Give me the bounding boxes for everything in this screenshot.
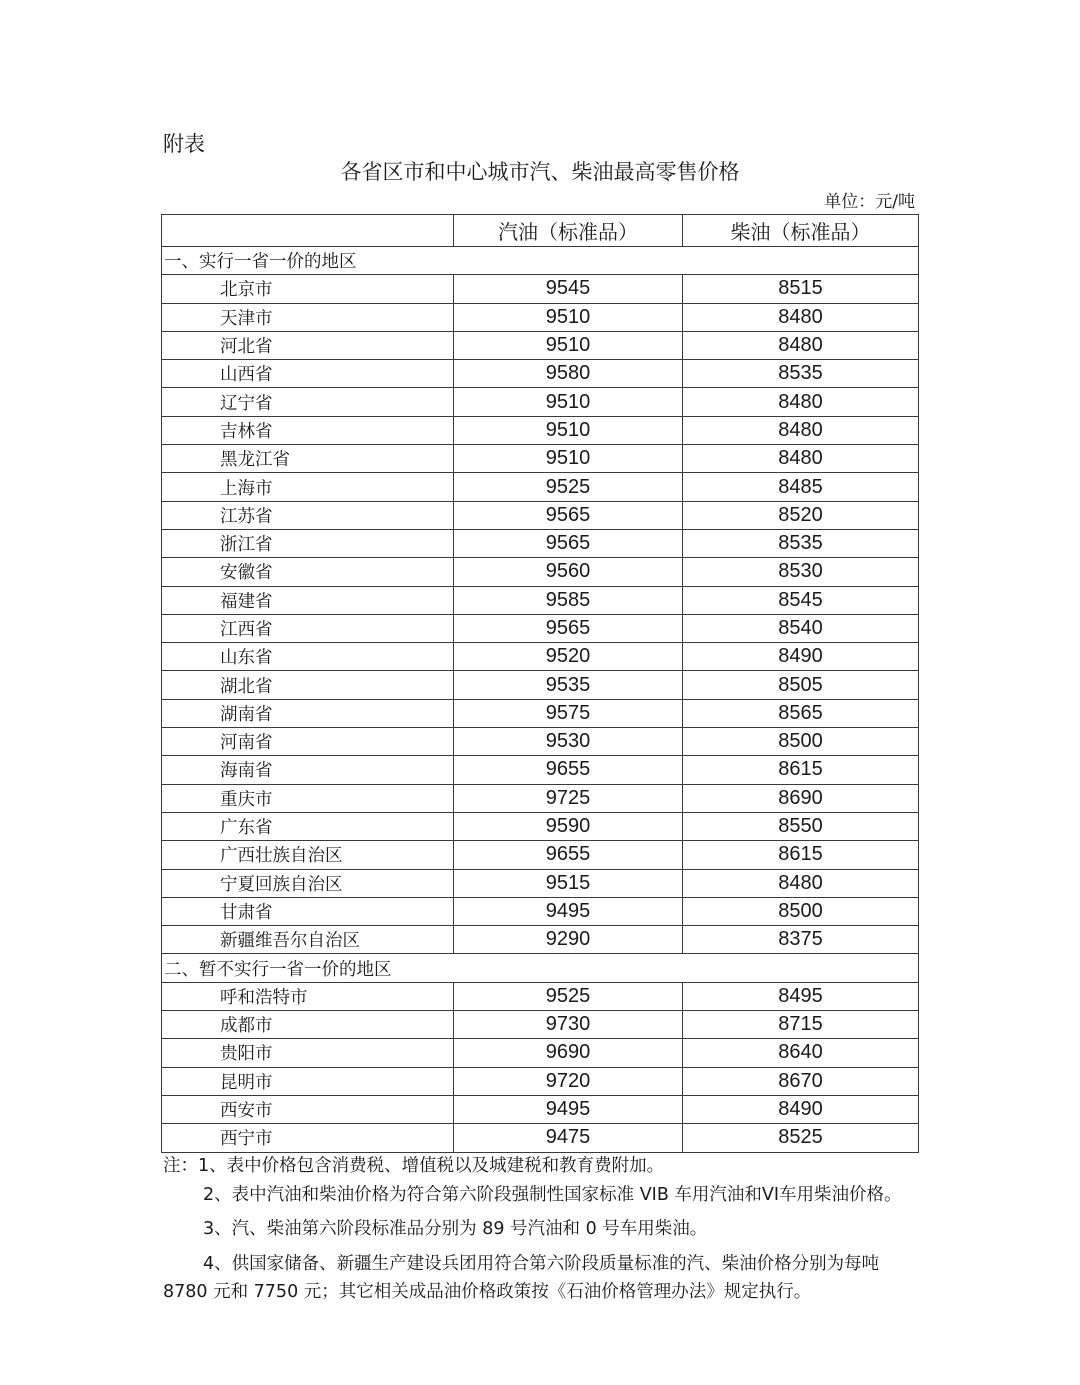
price-table [161, 214, 919, 1153]
section-label: 二、暂不实行一省一价的地区 [162, 954, 919, 982]
gasoline-price-cell: 9720 [454, 1067, 683, 1095]
header-diesel: 柴油（标准品） [683, 215, 919, 247]
table-row [162, 275, 919, 303]
gasoline-price-cell: 9585 [454, 586, 683, 614]
region-cell: 广西壮族自治区 [162, 841, 454, 869]
region-cell: 吉林省 [162, 416, 454, 444]
region-cell: 江苏省 [162, 501, 454, 529]
diesel-price-cell: 8525 [683, 1124, 919, 1152]
diesel-price-cell: 8500 [683, 728, 919, 756]
gasoline-price-cell: 9510 [454, 388, 683, 416]
diesel-price-cell: 8535 [683, 360, 919, 388]
table-row [162, 841, 919, 869]
table-row [162, 728, 919, 756]
region-cell: 天津市 [162, 303, 454, 331]
gasoline-price-cell: 9560 [454, 558, 683, 586]
gasoline-price-cell: 9510 [454, 416, 683, 444]
diesel-price-cell: 8480 [683, 331, 919, 359]
diesel-price-cell: 8615 [683, 756, 919, 784]
region-cell: 昆明市 [162, 1067, 454, 1095]
table-row [162, 586, 919, 614]
table-row [162, 926, 919, 954]
gasoline-price-cell: 9535 [454, 671, 683, 699]
diesel-price-cell: 8545 [683, 586, 919, 614]
table-row [162, 671, 919, 699]
diesel-price-cell: 8500 [683, 897, 919, 925]
diesel-price-cell: 8520 [683, 501, 919, 529]
diesel-price-cell: 8670 [683, 1067, 919, 1095]
gasoline-price-cell: 9525 [454, 982, 683, 1010]
table-row [162, 1039, 919, 1067]
diesel-price-cell: 8480 [683, 388, 919, 416]
region-cell: 呼和浩特市 [162, 982, 454, 1010]
notes [163, 1152, 923, 1307]
gasoline-price-cell: 9565 [454, 529, 683, 557]
table-row [162, 1124, 919, 1152]
region-cell: 安徽省 [162, 558, 454, 586]
region-cell: 重庆市 [162, 784, 454, 812]
gasoline-price-cell: 9520 [454, 643, 683, 671]
region-cell: 浙江省 [162, 529, 454, 557]
diesel-price-cell: 8505 [683, 671, 919, 699]
gasoline-price-cell: 9510 [454, 445, 683, 473]
region-cell: 湖南省 [162, 699, 454, 727]
diesel-price-cell: 8535 [683, 529, 919, 557]
section-row [162, 954, 919, 982]
gasoline-price-cell: 9530 [454, 728, 683, 756]
gasoline-price-cell: 9565 [454, 614, 683, 642]
region-cell: 海南省 [162, 756, 454, 784]
gasoline-price-cell: 9655 [454, 756, 683, 784]
table-row [162, 558, 919, 586]
gasoline-price-cell: 9290 [454, 926, 683, 954]
note-1: 注：1、表中价格包含消费税、增值税以及城建税和教育费附加。 [163, 1156, 665, 1176]
table-row [162, 529, 919, 557]
region-cell: 河北省 [162, 331, 454, 359]
diesel-price-cell: 8715 [683, 1011, 919, 1039]
region-cell: 西宁市 [162, 1124, 454, 1152]
region-cell: 山东省 [162, 643, 454, 671]
gasoline-price-cell: 9525 [454, 473, 683, 501]
gasoline-price-cell: 9590 [454, 812, 683, 840]
gasoline-price-cell: 9545 [454, 275, 683, 303]
section-label: 一、实行一省一价的地区 [162, 247, 919, 275]
region-cell: 黑龙江省 [162, 445, 454, 473]
table-row [162, 360, 919, 388]
table-row [162, 756, 919, 784]
diesel-price-cell: 8530 [683, 558, 919, 586]
gasoline-price-cell: 9475 [454, 1124, 683, 1152]
table-row [162, 416, 919, 444]
diesel-price-cell: 8490 [683, 643, 919, 671]
region-cell: 北京市 [162, 275, 454, 303]
table-row [162, 331, 919, 359]
gasoline-price-cell: 9510 [454, 331, 683, 359]
gasoline-price-cell: 9690 [454, 1039, 683, 1067]
diesel-price-cell: 8515 [683, 275, 919, 303]
appendix-label: 附表 [163, 132, 205, 156]
diesel-price-cell: 8480 [683, 445, 919, 473]
region-cell: 新疆维吾尔自治区 [162, 926, 454, 954]
diesel-price-cell: 8640 [683, 1039, 919, 1067]
gasoline-price-cell: 9580 [454, 360, 683, 388]
region-cell: 宁夏回族自治区 [162, 869, 454, 897]
section-row [162, 247, 919, 275]
diesel-price-cell: 8375 [683, 926, 919, 954]
region-cell: 江西省 [162, 614, 454, 642]
table-row [162, 643, 919, 671]
diesel-price-cell: 8490 [683, 1095, 919, 1123]
region-cell: 西安市 [162, 1095, 454, 1123]
region-cell: 贵阳市 [162, 1039, 454, 1067]
gasoline-price-cell: 9655 [454, 841, 683, 869]
diesel-price-cell: 8495 [683, 982, 919, 1010]
gasoline-price-cell: 9575 [454, 699, 683, 727]
unit-label: 单位：元/吨 [824, 192, 915, 212]
region-cell: 甘肃省 [162, 897, 454, 925]
document-title: 各省区市和中心城市汽、柴油最高零售价格 [340, 160, 740, 184]
note-4: 4、供国家储备、新疆生产建设兵团用符合第六阶段质量标准的汽、柴油价格分别为每吨 8780 元和 7750 元；其它相关成品油价格政策按《石油价格管理办法》规定执行。 [163, 1253, 880, 1302]
table-row [162, 1011, 919, 1039]
diesel-price-cell: 8690 [683, 784, 919, 812]
table-row [162, 445, 919, 473]
note-2: 2、表中汽油和柴油价格为符合第六阶段强制性国家标准 VIB 车用汽油和VI车用柴油价格。 [203, 1184, 902, 1205]
gasoline-price-cell: 9725 [454, 784, 683, 812]
header-region [162, 215, 454, 247]
diesel-price-cell: 8485 [683, 473, 919, 501]
table-row [162, 303, 919, 331]
table-row [162, 982, 919, 1010]
table-header-row [162, 215, 919, 247]
table-row [162, 784, 919, 812]
table-row [162, 614, 919, 642]
gasoline-price-cell: 9515 [454, 869, 683, 897]
gasoline-price-cell: 9565 [454, 501, 683, 529]
region-cell: 福建省 [162, 586, 454, 614]
note-3: 3、汽、柴油第六阶段标准品分别为 89 号汽油和 0 号车用柴油。 [203, 1219, 708, 1239]
gasoline-price-cell: 9495 [454, 1095, 683, 1123]
region-cell: 广东省 [162, 812, 454, 840]
table-row [162, 897, 919, 925]
table-row [162, 1095, 919, 1123]
region-cell: 山西省 [162, 360, 454, 388]
header-gasoline: 汽油（标准品） [454, 215, 683, 247]
diesel-price-cell: 8540 [683, 614, 919, 642]
region-cell: 辽宁省 [162, 388, 454, 416]
diesel-price-cell: 8615 [683, 841, 919, 869]
table-row [162, 388, 919, 416]
gasoline-price-cell: 9730 [454, 1011, 683, 1039]
table-row [162, 812, 919, 840]
table-row [162, 699, 919, 727]
table-row [162, 869, 919, 897]
diesel-price-cell: 8480 [683, 416, 919, 444]
diesel-price-cell: 8565 [683, 699, 919, 727]
region-cell: 湖北省 [162, 671, 454, 699]
region-cell: 成都市 [162, 1011, 454, 1039]
diesel-price-cell: 8480 [683, 303, 919, 331]
table-row [162, 501, 919, 529]
table-row [162, 473, 919, 501]
region-cell: 上海市 [162, 473, 454, 501]
diesel-price-cell: 8550 [683, 812, 919, 840]
gasoline-price-cell: 9495 [454, 897, 683, 925]
gasoline-price-cell: 9510 [454, 303, 683, 331]
diesel-price-cell: 8480 [683, 869, 919, 897]
table-row [162, 1067, 919, 1095]
region-cell: 河南省 [162, 728, 454, 756]
